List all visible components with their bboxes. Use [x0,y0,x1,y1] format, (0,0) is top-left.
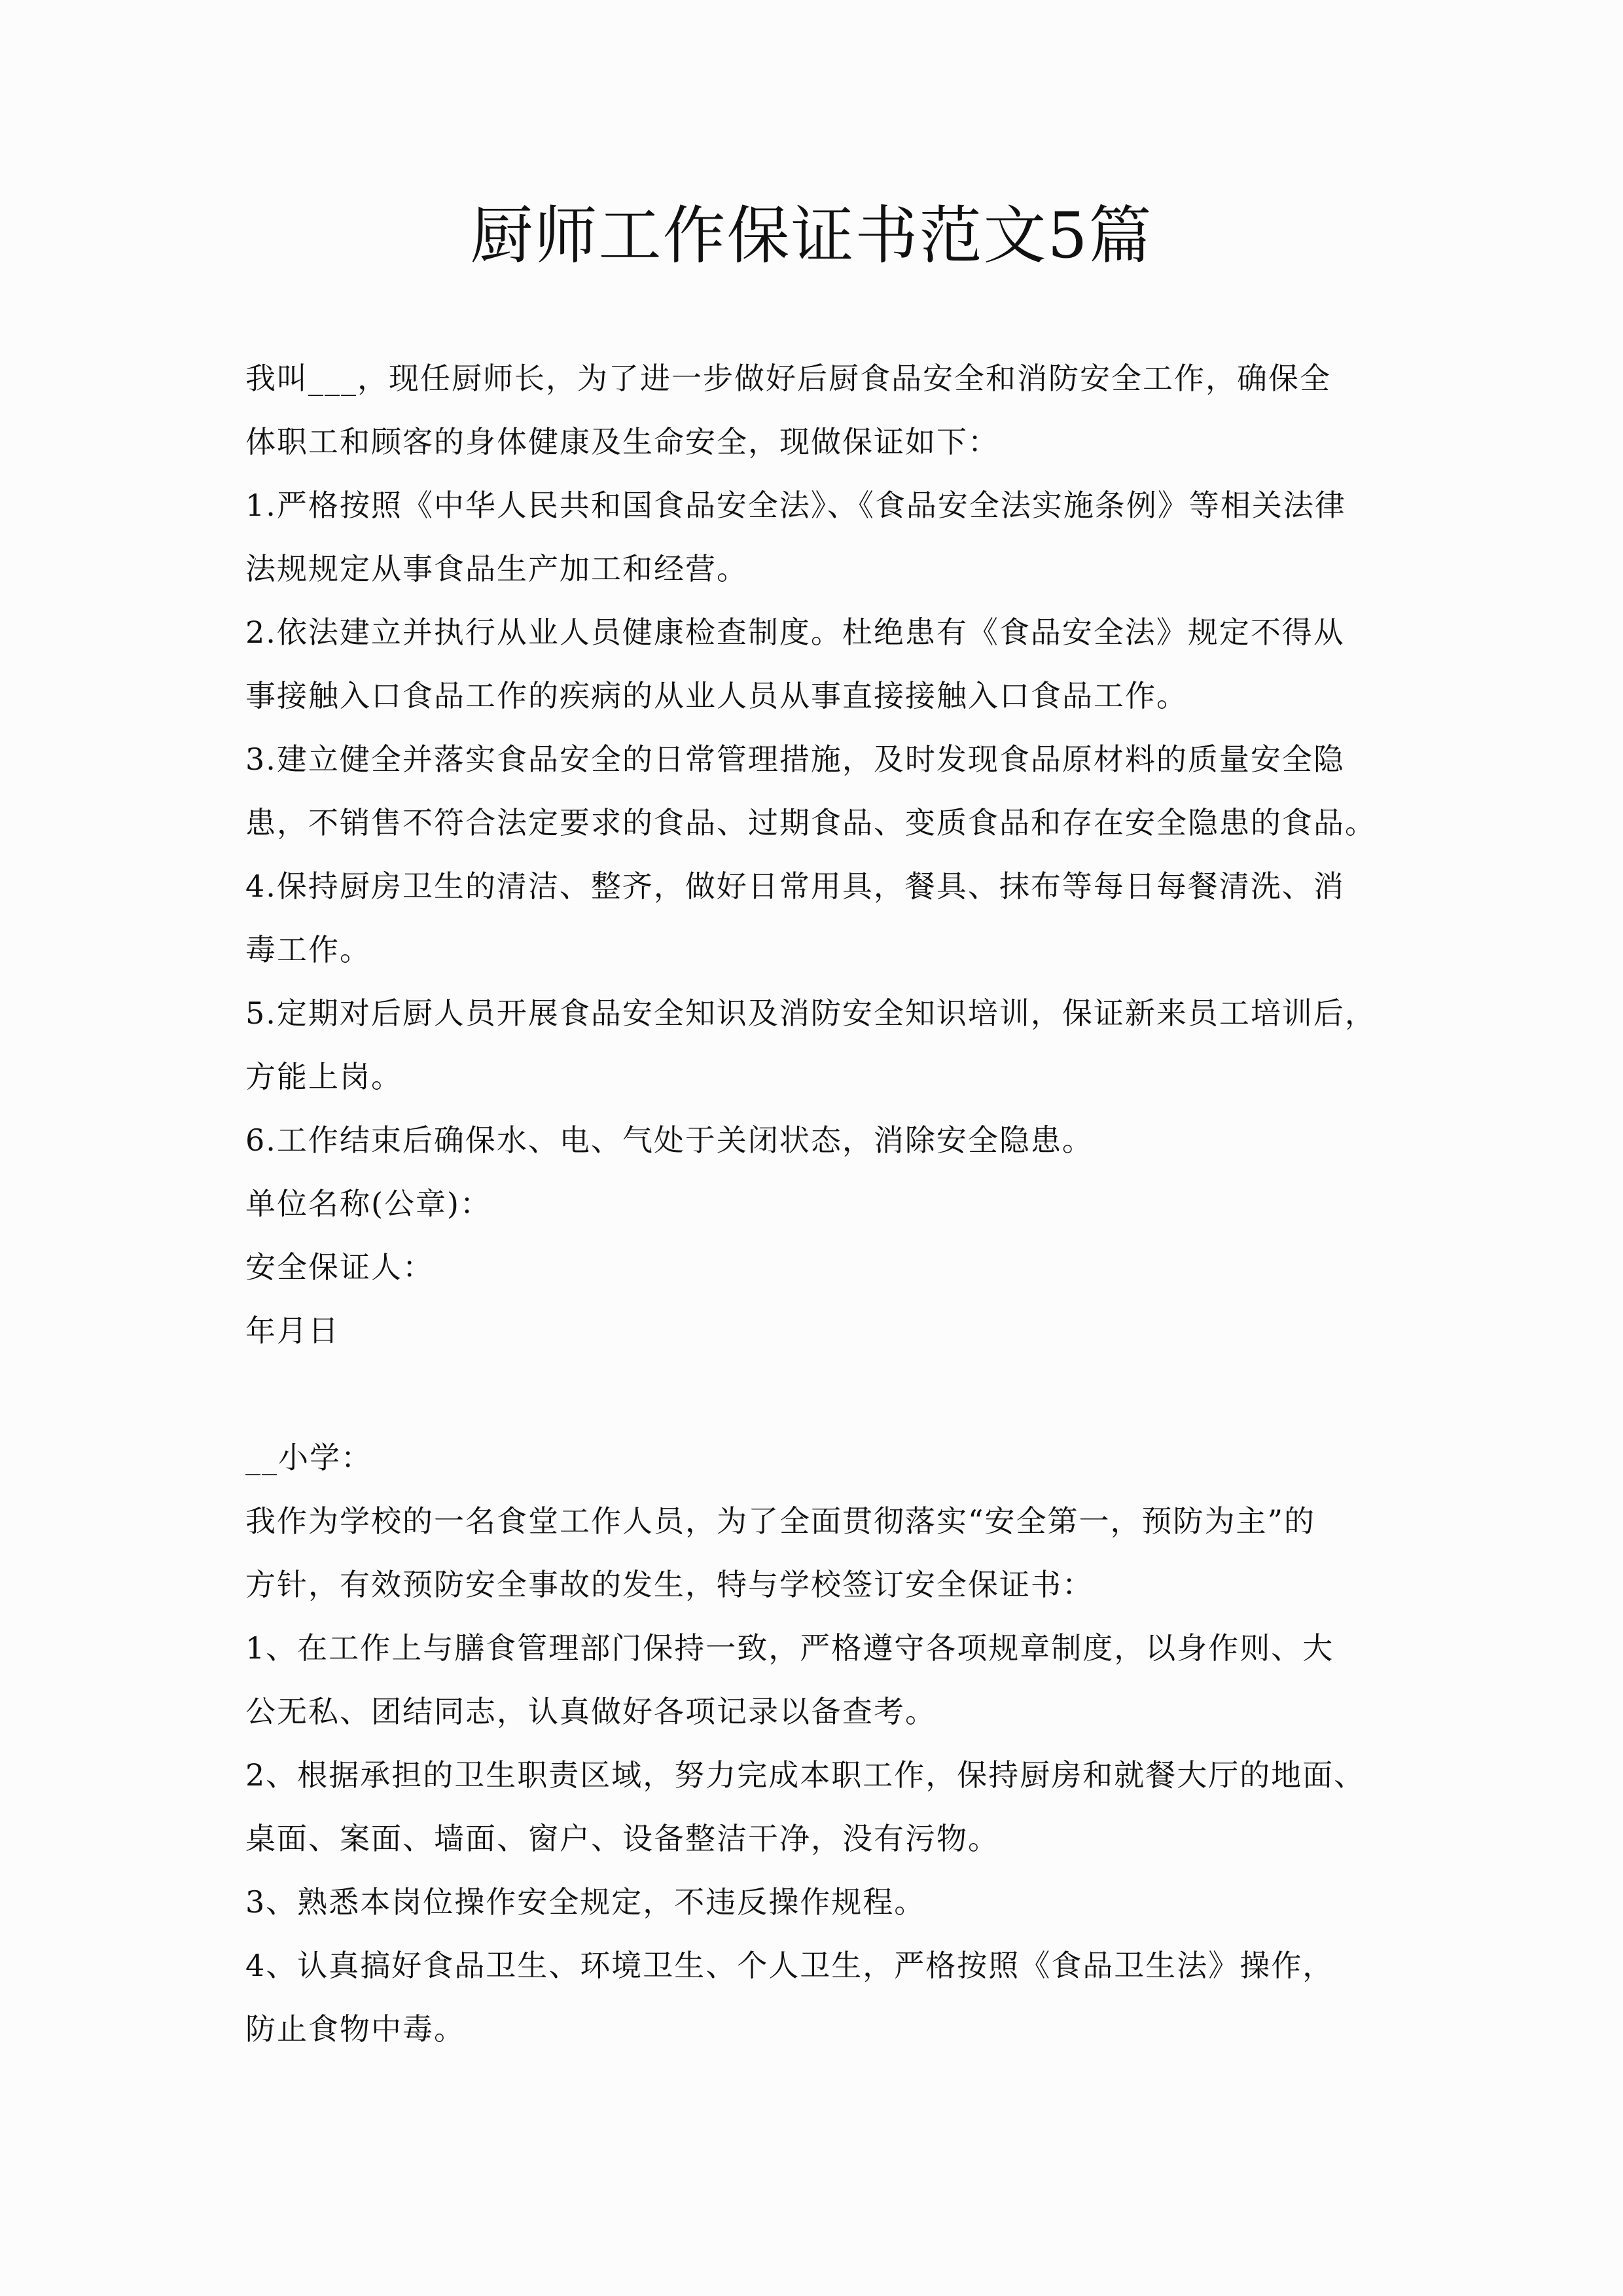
section1-intro-line-1: 我叫___，现任厨师长，为了进一步做好后厨食品安全和消防安全工作，确保全 [245,361,1331,396]
section1-item-3-line-1: 3.建立健全并落实食品安全的日常管理措施，及时发现食品原材料的质量安全隐 [245,742,1345,777]
section2-item-2-line-1: 2、根据承担的卫生职责区域，努力完成本职工作，保持厨房和就餐大厅的地面、 [245,1757,1366,1793]
section1-item-5-line-1: 5.定期对后厨人员开展食品安全知识及消防安全知识培训，保证新来员工培训后， [245,996,1376,1031]
section1-item-2-line-2: 事接触入口食品工作的疾病的从业人员从事直接接触入口食品工作。 [245,678,1188,713]
section1-item-6-line-1: 6.工作结束后确保水、电、气处于关闭状态，消除安全隐患。 [245,1122,1094,1158]
section1-item-4-line-1: 4.保持厨房卫生的清洁、整齐，做好日常用具，餐具、抹布等每日每餐清洗、消 [245,869,1345,904]
section2-salutation: __小学： [245,1440,372,1475]
section1-item-5-line-2: 方能上岗。 [245,1059,402,1094]
date-label: 年月日 [245,1313,340,1348]
section1-item-1-line-1: 1.严格按照《中华人民共和国食品安全法》、《食品安全法实施条例》等相关法律 [245,488,1346,523]
section2-item-2-line-2: 桌面、案面、墙面、窗户、设备整洁干净，没有污物。 [245,1821,999,1856]
section1-item-2-line-1: 2.依法建立并执行从业人员健康检查制度。杜绝患有《食品安全法》规定不得从 [245,615,1345,650]
unit-name-label: 单位名称(公章)： [245,1186,491,1221]
section1-intro-line-2: 体职工和顾客的身体健康及生命安全，现做保证如下： [245,424,999,459]
section2-item-3-line-1: 3、熟悉本岗位操作安全规定，不违反操作规程。 [245,1884,926,1920]
guarantor-label: 安全保证人： [245,1249,434,1285]
document-title: 厨师工作保证书范文5篇 [470,199,1153,272]
section1-item-4-line-2: 毒工作。 [245,932,371,967]
section2-item-1-line-1: 1、在工作上与膳食管理部门保持一致，严格遵守各项规章制度，以身作则、大 [245,1630,1334,1666]
section2-item-1-line-2: 公无私、团结同志，认真做好各项记录以备查考。 [245,1694,936,1729]
section1-item-1-line-2: 法规规定从事食品生产加工和经营。 [245,551,748,586]
section2-intro-line-2: 方针，有效预防安全事故的发生，特与学校签订安全保证书： [245,1567,1094,1602]
section2-item-4-line-1: 4、认真搞好食品卫生、环境卫生、个人卫生，严格按照《食品卫生法》操作， [245,1948,1334,1983]
section1-item-3-line-2: 患，不销售不符合法定要求的食品、过期食品、变质食品和存在安全隐患的食品。 [245,805,1376,840]
section2-item-4-line-2: 防止食物中毒。 [245,2011,465,2047]
section2-intro-line-1: 我作为学校的一名食堂工作人员，为了全面贯彻落实“安全第一，预防为主”的 [245,1503,1316,1539]
